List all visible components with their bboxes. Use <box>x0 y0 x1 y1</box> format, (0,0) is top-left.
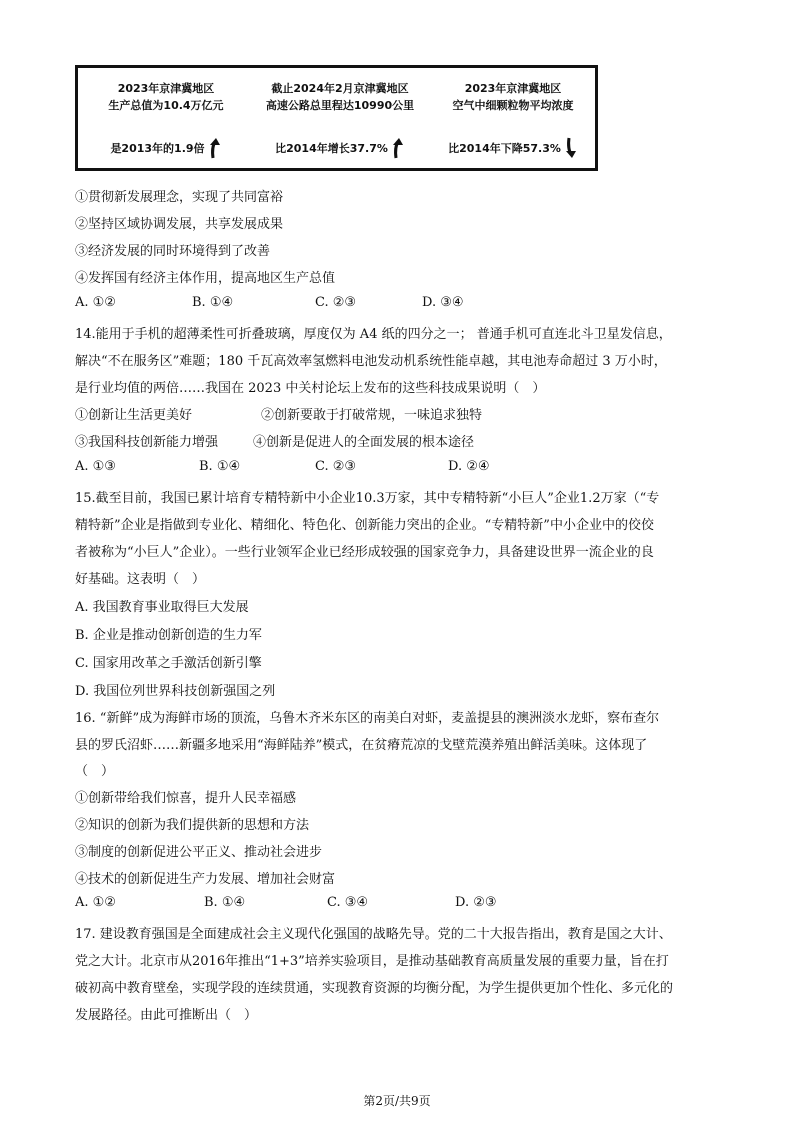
option-b[interactable]: B. 企业是推动创新创造的生力军 <box>75 628 262 643</box>
option-c[interactable]: C. ②③ <box>315 295 357 310</box>
figure-col-line2: 生产总值为10.4万亿元 <box>108 99 224 112</box>
q17-stem-line: 破初高中教育壁垒，实现学段的连续贯通，实现教育资源的均衡分配，为学生提供更加个性化、多元化的 <box>75 981 674 996</box>
figure-col-line2: 空气中细颗粒物平均浓度 <box>452 99 574 112</box>
figure-stat-text: 比2014年增长37.7% <box>275 141 388 155</box>
up-arrow-icon <box>208 137 222 159</box>
figure-stat-text: 是2013年的1.9倍 <box>110 141 205 155</box>
q13-item: ①贯彻新发展理念，实现了共同富裕 <box>75 190 284 205</box>
down-arrow-icon <box>564 137 578 159</box>
q13-item: ②坚持区域协调发展，共享发展成果 <box>75 217 284 232</box>
q14-item: ②创新要敢于打破常规，一味追求独特 <box>261 408 483 423</box>
option-d[interactable]: D. ③④ <box>422 295 464 310</box>
q15-stem-line: 好基础。这表明（ ） <box>75 572 206 587</box>
option-d[interactable]: D. 我国位列世界科技创新强国之列 <box>75 684 276 699</box>
option-b[interactable]: B. ①④ <box>204 895 246 910</box>
q15-stem-line: 15.截至目前，我国已累计培育专精特新中小企业10.3万家，其中专精特新“小巨人”企业1.2万家（“专 <box>75 491 660 506</box>
figure-col-line2: 高速公路总里程达10990公里 <box>265 99 415 112</box>
option-b[interactable]: B. ①④ <box>199 459 241 474</box>
q14-stem-line: 解决“不在服务区”难题；180 千瓦高效率氢燃料电池发动机系统性能卓越，其电池寿命超过 3 万小时， <box>75 354 667 369</box>
q13-item: ④发挥国有经济主体作用，提高地区生产总值 <box>75 271 336 286</box>
q14-items-row <box>75 404 483 423</box>
figure-col-line1: 2023年京津冀地区 <box>117 82 215 95</box>
q15-stem-line: 精特新”企业是指做到专业化、精细化、特色化、创新能力突出的企业。“专精特新”中小企业中的佼佼 <box>75 518 654 533</box>
option-d[interactable]: D. ②④ <box>448 459 490 474</box>
figure-stat <box>86 137 246 159</box>
q13-item: ③经济发展的同时环境得到了改善 <box>75 244 271 259</box>
page-footer: 第2页/共9页 <box>363 1094 431 1108</box>
option-c[interactable]: C. ③④ <box>327 895 369 910</box>
option-c[interactable]: C. 国家用改革之手激活创新引擎 <box>75 656 262 671</box>
q16-item: ③制度的创新促进公平正义、推动社会进步 <box>75 845 323 860</box>
q16-stem-line: （ ） <box>75 764 115 779</box>
q17-stem-line: 党之大计。北京市从2016年推出“1+3”培养实验项目，是推动基础教育高质量发展的重要力量，旨在打 <box>75 954 669 969</box>
option-a[interactable]: A. ①③ <box>75 459 116 474</box>
option-a[interactable]: A. ①② <box>75 895 116 910</box>
q14-item: ④创新是促进人的全面发展的根本途径 <box>253 435 475 450</box>
q17-stem-line: 发展路径。由此可推断出（ ） <box>75 1008 258 1023</box>
option-a[interactable]: A. 我国教育事业取得巨大发展 <box>75 600 249 615</box>
figure-stat <box>256 137 424 159</box>
figure-stat-text: 比2014年下降57.3% <box>448 141 561 155</box>
figure-stat <box>433 137 593 159</box>
q16-item: ①创新带给我们惊喜，提升人民幸福感 <box>75 791 297 806</box>
figure-col-line1: 截止2024年2月京津冀地区 <box>271 82 409 95</box>
q16-item: ④技术的创新促进生产力发展、增加社会财富 <box>75 872 336 887</box>
q14-item: ③我国科技创新能力增强 <box>75 435 219 450</box>
q16-item: ②知识的创新为我们提供新的思想和方法 <box>75 818 310 833</box>
q17-stem-line: 17. 建设教育强国是全面建成社会主义现代化强国的战略先导。党的二十大报告指出，教育是国之大计、 <box>75 927 672 942</box>
option-c[interactable]: C. ②③ <box>315 459 357 474</box>
infographic-figure <box>75 65 598 171</box>
q16-stem-line: 县的罗氏沼虾……新疆多地采用“海鲜陆养”模式，在贫瘠荒凉的戈壁荒漠养殖出鲜活美味。这体现了 <box>75 738 648 753</box>
figure-col-highway <box>256 80 424 159</box>
q14-item: ①创新让生活更美好 <box>75 408 193 423</box>
q14-items-row <box>75 431 475 450</box>
option-d[interactable]: D. ②③ <box>455 895 497 910</box>
q16-stem-line: 16. “新鲜”成为海鲜市场的顶流，乌鲁木齐米东区的南美白对虾，麦盖提县的澳洲淡水龙虾，察布查尔 <box>75 711 660 726</box>
option-b[interactable]: B. ①④ <box>192 295 234 310</box>
q14-stem-line: 14.能用于手机的超薄柔性可折叠玻璃，厚度仅为 A4 纸的四分之一； 普通手机可直连北斗卫星发信息， <box>75 327 672 342</box>
figure-col-line1: 2023年京津冀地区 <box>464 82 562 95</box>
q14-stem-line: 是行业均值的两倍……我国在 2023 中关村论坛上发布的这些科技成果说明（ ） <box>75 381 546 396</box>
figure-col-gdp <box>86 80 246 159</box>
q15-stem-line: 者被称为“小巨人”企业）。一些行业领军企业已经形成较强的国家竞争力，具备建设世界一流企业的良 <box>75 545 654 560</box>
figure-col-air <box>433 80 593 159</box>
up-arrow-icon <box>391 137 405 159</box>
option-a[interactable]: A. ①② <box>75 295 116 310</box>
